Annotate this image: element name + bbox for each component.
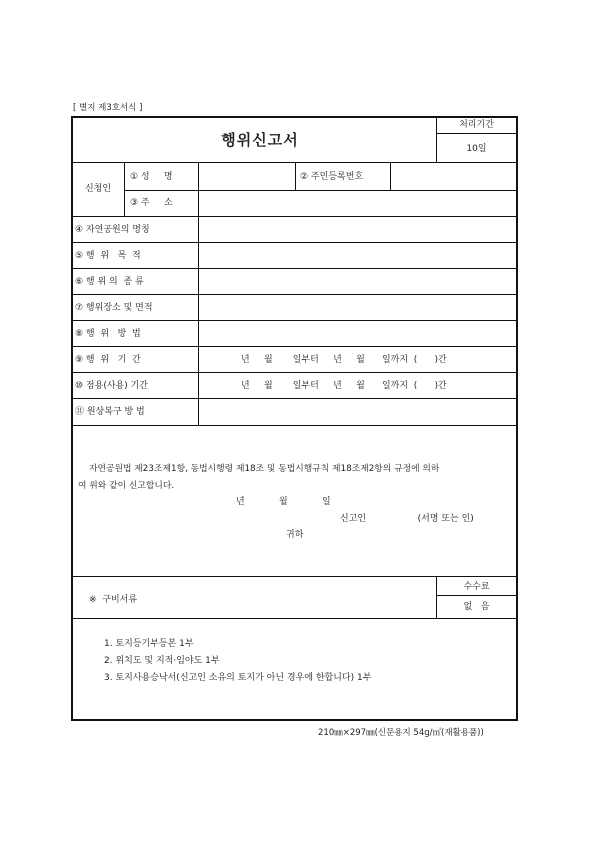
row-line: [71, 268, 518, 269]
declaration-line-2: 여 위와 같이 신고합니다.: [78, 481, 175, 491]
rows-bottom-line: [71, 425, 518, 426]
processing-period-value: 10일: [466, 144, 487, 154]
processing-period-label: 처리기간: [459, 120, 494, 130]
frame-right: [516, 116, 518, 721]
applicant-value-divider: [198, 162, 199, 217]
row-line: [71, 398, 518, 399]
row-line: [71, 320, 518, 321]
applicant-bottom-line: [71, 216, 518, 217]
row-restoration-label: ⑪ 원상복구 방 법: [75, 407, 145, 417]
frame-bottom: [71, 719, 518, 721]
row-park-name-label: ④ 자연공원의 명칭: [75, 225, 150, 235]
row-line: [71, 294, 518, 295]
addressee: 귀하: [286, 530, 304, 540]
row-period-label: ⑨ 행 위 기 간: [75, 355, 141, 365]
declaration-bottom-line: [71, 576, 518, 577]
row-type-label: ⑥ 행 위 의 종 류: [75, 277, 144, 287]
address-label: ③ 주 소: [130, 198, 173, 208]
processing-inner-line: [436, 133, 517, 134]
required-documents-heading: ※ 구비서류: [89, 595, 138, 605]
document-item: 3. 토지사용승낙서(신고인 소유의 토지가 아닌 경우에 한합니다) 1부: [104, 673, 372, 683]
row-line: [71, 372, 518, 373]
row-period-value: 년 월 일부터 년 월 일까지 ( )간: [241, 355, 447, 365]
applicant-label: 신청인: [84, 184, 112, 194]
page-title: 행위신고서: [221, 131, 299, 149]
row-line: [71, 346, 518, 347]
rows-divider: [198, 216, 199, 426]
frame-top: [71, 116, 518, 118]
applicant-mid-line: [124, 190, 517, 191]
reporter-signature-line: 신고인 (서명 또는 인): [340, 514, 474, 524]
declaration-date: 년 월 일: [236, 497, 331, 507]
declaration-line-1: 자연공원법 제23조제1항, 동법시행령 제18조 및 동법시행규칙 제18조제2항의 규정에 의하: [89, 464, 440, 474]
fee-bottom-line: [71, 618, 518, 619]
name-label: ① 성 명: [130, 172, 173, 182]
frame-left: [71, 116, 73, 721]
row-line: [71, 242, 518, 243]
form-reference: [ 별지 제3호서식 ]: [73, 103, 143, 113]
document-item: 1. 토지등기부등본 1부: [104, 639, 194, 649]
row-method-label: ⑧ 행 위 방 법: [75, 329, 141, 339]
resident-label-right: [390, 162, 391, 191]
document-item: 2. 위치도 및 지적·임야도 1부: [104, 656, 220, 666]
fee-label: 수수료: [463, 582, 490, 592]
row-purpose-label: ⑤ 행 위 목 적: [75, 251, 141, 261]
fee-value: 없 음: [463, 602, 490, 612]
row-place-area-label: ⑦ 행위장소 및 면적: [75, 303, 153, 313]
row-occupancy-value: 년 월 일부터 년 월 일까지 ( )간: [241, 381, 447, 391]
resident-label-left: [295, 162, 296, 191]
resident-number-label: ② 주민등록번호: [300, 172, 364, 182]
row-occupancy-label: ⑩ 점용(사용) 기간: [75, 381, 148, 391]
fee-inner-line: [436, 595, 517, 596]
paper-spec-footer: 210㎜×297㎜(신문용지 54g/㎡(재활용품)): [318, 728, 484, 738]
